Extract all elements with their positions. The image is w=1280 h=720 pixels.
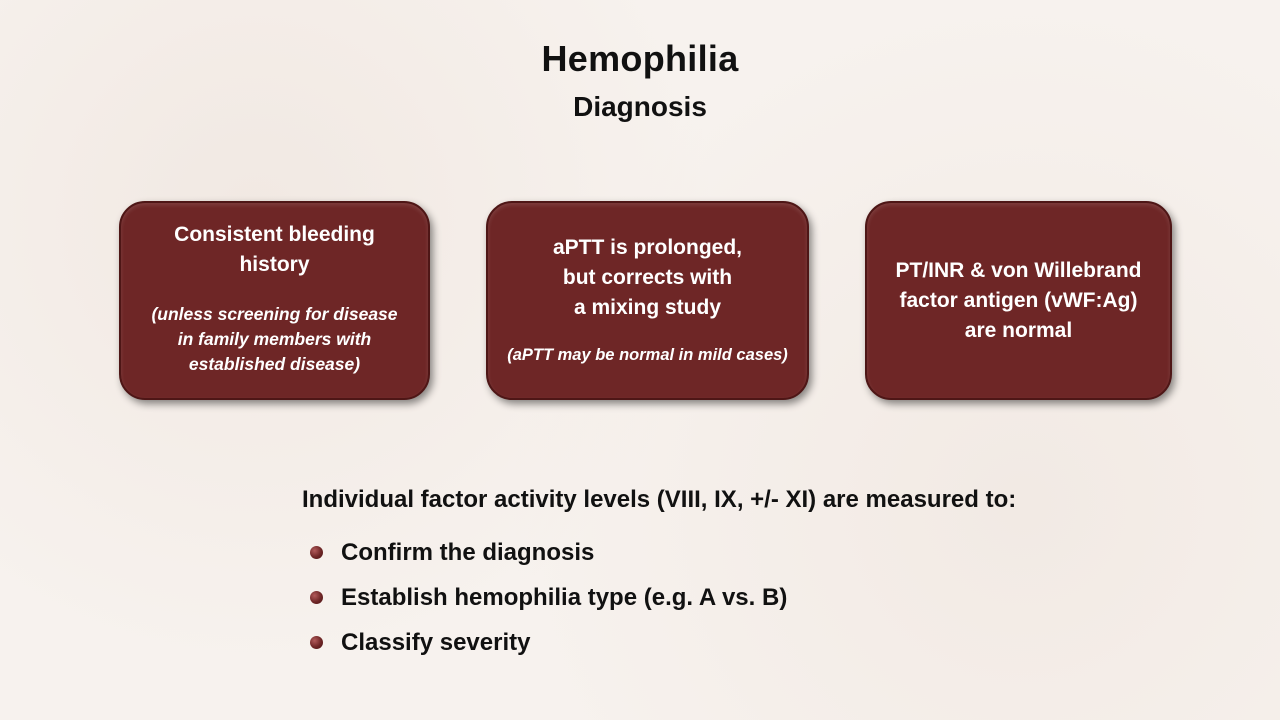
list-item <box>310 575 787 620</box>
bullet-dot-icon <box>310 546 323 559</box>
card-bleeding-history <box>119 201 430 400</box>
card-line: aPTT is prolonged, <box>552 236 742 259</box>
card-note-line: in family members with <box>177 329 372 349</box>
card-line: a mixing study <box>573 296 721 319</box>
card-line: but corrects with <box>562 266 733 289</box>
list-item <box>310 620 787 665</box>
card-line: PT/INR & von Willebrand <box>895 258 1142 282</box>
card-pt-inr-vwf <box>865 201 1172 400</box>
card-note-line: (aPTT may be normal in mild cases) <box>507 346 788 364</box>
factor-bullet-list <box>310 530 787 665</box>
slide-subtitle: Diagnosis <box>573 91 707 122</box>
card-note-line: (unless screening for disease <box>151 304 398 324</box>
list-item-text: Confirm the diagnosis <box>341 538 595 566</box>
list-item <box>310 530 787 575</box>
card-line: factor antigen (vWF:Ag) <box>899 288 1138 312</box>
list-item-text: Establish hemophilia type (e.g. A vs. B) <box>341 583 788 611</box>
card-aptt <box>486 201 809 400</box>
card-main-text <box>174 220 375 280</box>
card-line: are normal <box>964 318 1073 342</box>
list-item-text: Classify severity <box>341 628 531 656</box>
bullet-dot-icon <box>310 591 323 604</box>
factor-lead-text: Individual factor activity levels (VIII, IX, +/- XI) are measured to: <box>302 486 1017 513</box>
card-note <box>507 343 788 368</box>
card-line: Consistent bleeding <box>174 223 375 246</box>
bullet-dot-icon <box>310 636 323 649</box>
card-line: history <box>239 253 310 276</box>
card-note <box>151 302 397 377</box>
slide-title: Hemophilia <box>541 38 739 79</box>
card-main-text <box>896 256 1142 346</box>
card-note-line: established disease) <box>188 354 361 374</box>
card-main-text <box>553 233 742 323</box>
